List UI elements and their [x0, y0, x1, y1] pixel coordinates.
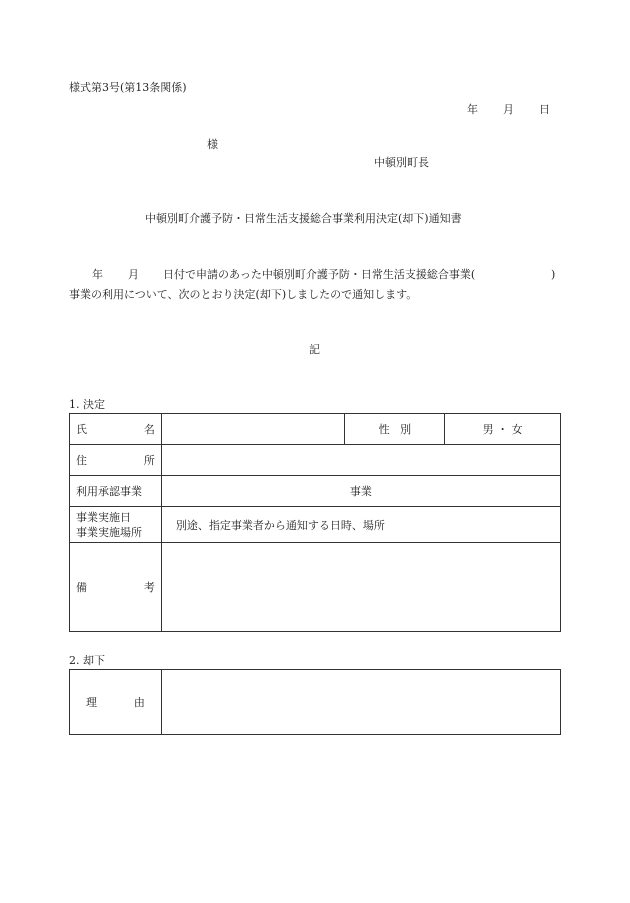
address-label-first: 住 — [76, 454, 87, 467]
address-row — [70, 445, 561, 476]
address-label-cell — [70, 445, 162, 476]
body-text-line2: 事業の利用について、次のとおり決定(却下)しましたので通知します。 — [69, 288, 418, 301]
approved-program-value-cell[interactable] — [161, 476, 560, 507]
gender-label-first: 性 — [378, 423, 390, 436]
address-label-last: 所 — [143, 454, 155, 467]
name-label-first: 氏 — [76, 423, 87, 436]
reason-value-cell[interactable] — [161, 670, 560, 735]
implementation-place-label: 事業実施場所 — [76, 525, 142, 539]
form-number: 様式第3号(第13条関係) — [69, 81, 187, 94]
schedule-label-cell — [70, 507, 162, 543]
gender-label-cell — [345, 414, 445, 445]
decision-table — [69, 413, 561, 632]
gender-value-cell[interactable] — [445, 414, 561, 445]
gender-label-last: 別 — [400, 423, 412, 436]
issuer-name: 中頓別町長 — [374, 156, 429, 169]
reason-row — [70, 670, 561, 735]
body-text-line1: 日付で申請のあった中頓別町介護予防・日常生活支援総合事業( — [163, 268, 476, 281]
rejection-table — [69, 669, 561, 735]
document-title: 中頓別町介護予防・日常生活支援総合事業利用決定(却下)通知書 — [145, 212, 462, 225]
remarks-label-cell — [70, 543, 162, 632]
name-value-cell[interactable] — [161, 414, 345, 445]
date-day-label: 日 — [539, 103, 550, 116]
date-year-label: 年 — [467, 103, 478, 116]
approved-program-label: 利用承認事業 — [70, 476, 162, 507]
schedule-value: 別途、指定事業者から通知する日時、場所 — [175, 518, 385, 532]
gender-options: 男 ・ 女 — [482, 423, 523, 436]
reason-label-first: 理 — [86, 696, 97, 709]
reason-label-cell — [70, 670, 162, 735]
approved-program-suffix: 事業 — [349, 485, 372, 498]
remarks-label-last: 考 — [143, 581, 155, 594]
name-label-cell — [70, 414, 162, 445]
reason-label-last: 由 — [133, 696, 145, 709]
section-decision-heading: 1. 決定 — [69, 398, 105, 411]
body-paren-close: ) — [551, 268, 556, 281]
remarks-row — [70, 543, 561, 632]
recipient-suffix: 様 — [207, 138, 218, 151]
name-label-last: 名 — [143, 423, 155, 436]
section-rejection-heading: 2. 却下 — [69, 654, 105, 667]
approved-program-row — [70, 476, 561, 507]
body-year-label: 年 — [92, 268, 103, 281]
name-row — [70, 414, 561, 445]
body-month-label: 月 — [128, 268, 139, 281]
date-month-label: 月 — [503, 103, 514, 116]
schedule-row — [70, 507, 561, 543]
schedule-value-cell — [161, 507, 560, 543]
address-value-cell[interactable] — [161, 445, 560, 476]
implementation-date-label: 事業実施日 — [76, 510, 131, 524]
ki-heading: 記 — [309, 343, 320, 356]
remarks-label-first: 備 — [76, 581, 87, 594]
remarks-value-cell[interactable] — [161, 543, 560, 632]
